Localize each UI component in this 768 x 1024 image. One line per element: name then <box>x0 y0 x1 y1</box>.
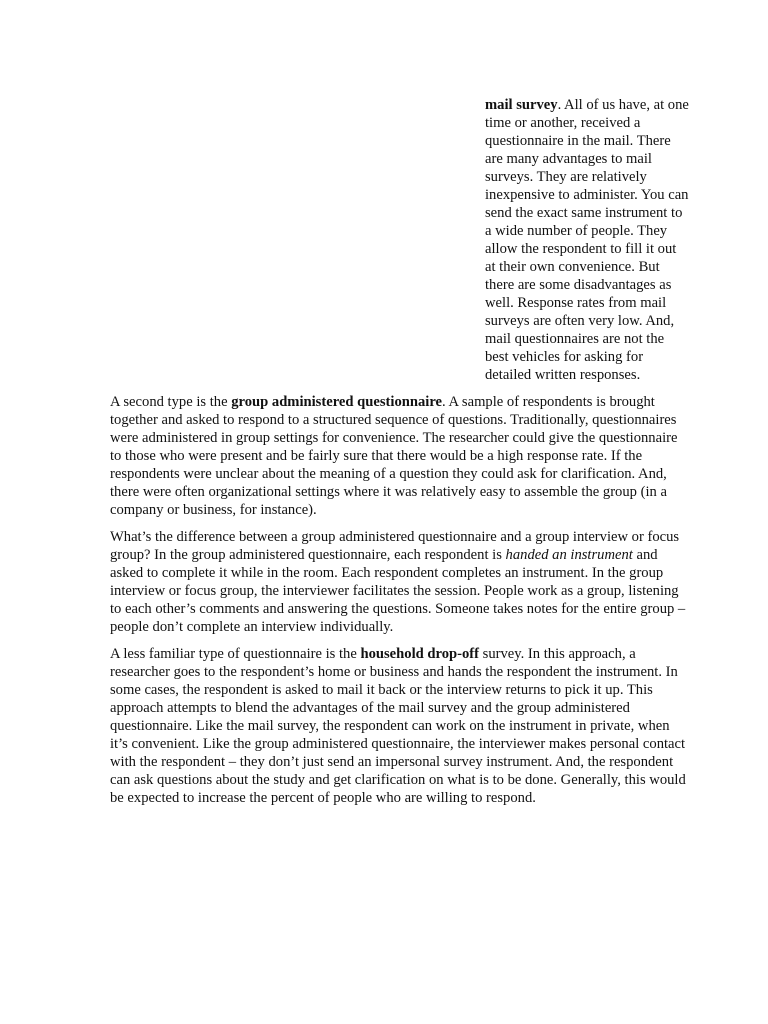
paragraph-mail-survey <box>110 96 690 384</box>
paragraph-text: What’s the difference between a group administered questionnaire and a group interview or focus group? In the group administered questionnaire, each respondent is <box>110 529 680 563</box>
paragraph-group-administered <box>110 393 690 519</box>
paragraph-text: survey. In this approach, a researcher goes to the respondent’s home or business and hands the respondent the instrument. In some cases, the respondent is asked to mail it back or the interview returns to pick it up. This approach attempts to blend the advantages of the mail survey and the group administered questionnaire. Like the mail survey, the respondent can work on the instrument in private, when it’s convenient. Like the group administered questionnaire, the interviewer makes personal contact with the respondent – they don’t just send an impersonal survey instrument. And, the respondent can ask questions about the study and get clarification on what is to be done. Generally, this would be expected to increase the percent of people who are willing to respond. <box>110 646 686 806</box>
paragraph-household-drop-off <box>110 645 690 807</box>
term-mail-survey: mail survey <box>485 97 558 113</box>
paragraph-text: A less familiar type of questionnaire is the <box>110 646 361 662</box>
paragraph-text: A second type is the <box>110 394 232 410</box>
emphasis-handed-an-instrument: handed an instrument <box>505 547 633 563</box>
paragraph-text: . A sample of respondents is brought together and asked to respond to a structured sequence of questions. Traditionally, questionnaires were administered in group settings for convenience. The researcher could give the questionnaire to those who were present and be fairly sure that there would be a high response rate. If the respondents were unclear about the meaning of a question they could ask for clarification. And, there were often organizational settings where it was relatively easy to assemble the group (in a company or business, for instance). <box>110 394 678 518</box>
term-group-administered-questionnaire: group administered questionnaire <box>231 394 443 410</box>
term-household-drop-off: household drop-off <box>360 646 480 662</box>
paragraph-text: . All of us have, at one time or another, received a questionnaire in the mail. There are many advantages to mail surveys. They are relatively inexpensive to administer. You can send the exact same instrument to a wide number of people. They allow the respondent to fill it out at their own convenience. But there are some disadvantages as well. Response rates from mail surveys are often very low. And, mail questionnaires are not the best vehicles for asking for detailed written responses. <box>485 97 689 383</box>
paragraph-difference <box>110 528 690 636</box>
paragraph-text: and asked to complete it while in the room. Each respondent completes an instrument. In the group interview or focus group, the interviewer facilitates the session. People work as a group, listening to each other’s comments and answering the questions. Someone takes notes for the entire group – people don’t complete an interview individually. <box>110 547 686 635</box>
document-page <box>110 96 690 816</box>
